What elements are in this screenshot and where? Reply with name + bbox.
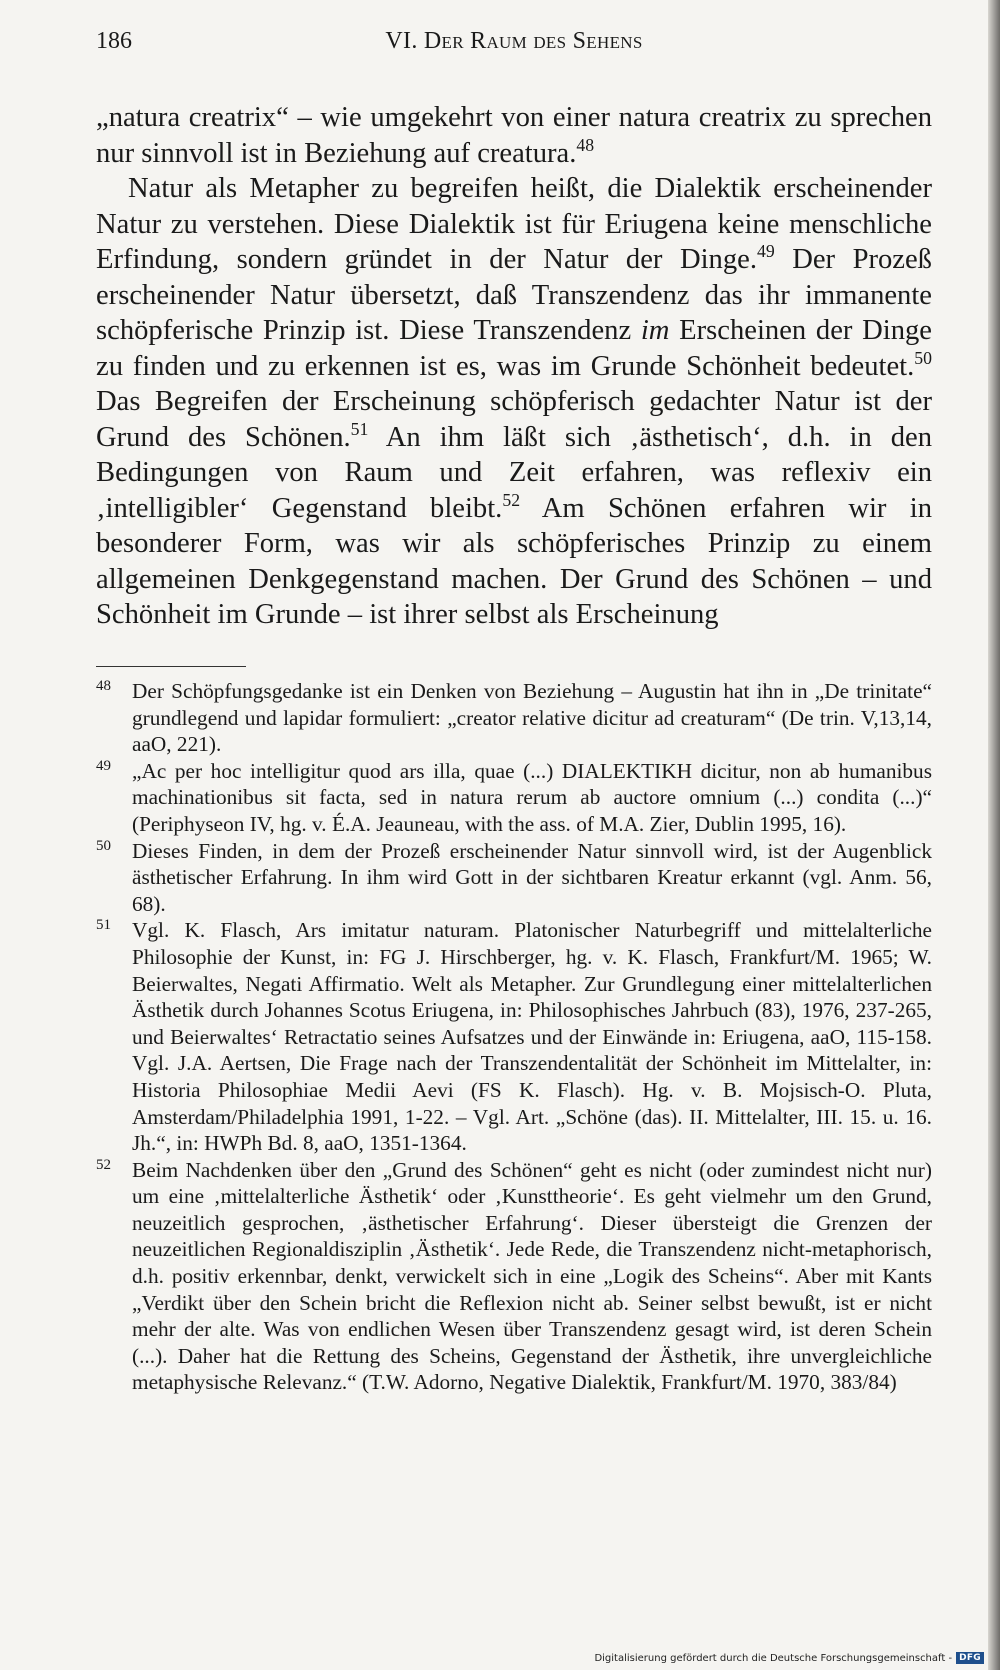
footnote-ref: 50 bbox=[914, 347, 932, 368]
digitization-footer bbox=[594, 1652, 984, 1664]
footnotes bbox=[96, 678, 932, 1396]
footnote bbox=[96, 1157, 932, 1396]
text-run: Am Schönen erfahren wir in besonderer Form, was wir als schöpferisches Prinzip zu einem allgemeinen Denkgegenstand machen. Der Grund des Schönen – und Schönheit im Grunde – ist ihrer selbst als Erscheinung bbox=[96, 492, 932, 630]
body-text bbox=[96, 100, 932, 633]
footnote-text: Der Schöpfungsgedanke ist ein Denken von Beziehung – Augustin hat ihn in „De trinitate“ grundlegend und lapidar formuliert: „creator relative dicitur ad creaturam“ (De trin. V,13,14, aaO, 221). bbox=[132, 679, 932, 757]
footnote-ref: 52 bbox=[502, 489, 521, 510]
paragraph bbox=[96, 171, 932, 633]
footnote-text: Vgl. K. Flasch, Ars imitatur naturam. Platonischer Naturbegriff und mittelalterliche Philosophie der Kunst, in: FG J. Hirschberger, hg. v. K. Flasch, Frankfurt/M. 1965; W. Beierwaltes, Negati Affirmatio. Welt als Metapher. Zur Grundlegung einer mittelalterlichen Ästhetik durch Johannes Scotus Eriugena, in: Philosophisches Jahrbuch (83), 1976, 237-265, und Beierwaltes‘ Retractatio seines Aufsatzes und der Einwände in: Eriugena, aaO, 115-158. Vgl. J.A. Aertsen, Die Frage nach der Transzendentalität der Schönheit im Mittelalter, in: Historia Philosophiae Medii Aevi (FS K. Flasch). Hg. v. B. Mojsisch-O. Pluta, Amsterdam/Philadelphia 1991, 1-22. – Vgl. Art. „Schöne (das). II. Mittelalter, III. 15. u. 16. Jh.“, in: HWPh Bd. 8, aaO, 1351-1364. bbox=[132, 918, 932, 1156]
footnote-text: „Ac per hoc intelligitur quod ars illa, quae (...) DIALEKTIKH dicitur, non ab humanibus machinationibus sit facta, sed in natura rerum ab auctore omnium (...) condita (...)“ (Periphyseon IV, hg. v. É.A. Jeauneau, with the ass. of M.A. Zier, Dublin 1995, 16). bbox=[132, 758, 932, 836]
paragraph bbox=[96, 100, 932, 171]
footnote-number: 50 bbox=[96, 837, 111, 854]
footnote bbox=[96, 678, 932, 758]
footnote-text: Dieses Finden, in dem der Prozeß erscheinender Natur sinnvoll wird, ist der Augenblick ästhetischer Erfahrung. In ihm wird Gott in der sichtbaren Kreatur erkannt (vgl. Anm. 56, 68). bbox=[132, 838, 932, 916]
text-run: Erscheinen der Dinge zu finden und zu erkennen ist es, was im Grunde Schönheit bedeutet. bbox=[96, 315, 932, 382]
dfg-logo: DFG bbox=[956, 1652, 984, 1664]
footnote bbox=[96, 758, 932, 838]
text-run: Das Begreifen der Erscheinung schöpferisch gedachter Natur ist der Grund des Schönen. bbox=[96, 386, 932, 453]
footer-text: Digitalisierung gefördert durch die Deutsche Forschungsgemeinschaft - bbox=[594, 1652, 953, 1664]
footnote-separator bbox=[96, 666, 246, 667]
text-run: Der Prozeß erscheinender Natur übersetzt, daß Transzendenz das ihr immanente schöpferische Prinzip ist. Diese Transzendenz bbox=[96, 244, 932, 346]
footnote-ref: 51 bbox=[350, 418, 369, 439]
footnote-number: 52 bbox=[96, 1156, 111, 1173]
footnote-text: Beim Nachdenken über den „Grund des Schönen“ geht es nicht (oder zumindest nicht nur) um eine ‚mittelalterliche Ästhetik‘ oder ‚Kunsttheorie‘. Es geht vielmehr um den Grund, neuzeitlich gesprochen, ‚ästhetischer Erfahrung‘. Dieser übersteigt die Grenzen der neuzeitlichen Regionaldisziplin ‚Ästhetik‘. Jede Rede, die Transzendenz nicht-metaphorisch, d.h. positiv erkennbar, denkt, verwickelt sich in eine „Logik des Scheins“. Aber mit Kants „Verdikt über den Schein bricht die Reflexion nicht ab. Seiner selbst bewußt, ist er nicht mehr der alte. Was von endlichen Wesen über Transzendenz gesagt wird, ist deren Schein (...). Daher hat die Rettung des Scheins, Gegenstand der Ästhetik, ihre unvergleichliche metaphysische Relevanz.“ (T.W. Adorno, Negative Dialektik, Frankfurt/M. 1970, 383/84) bbox=[132, 1157, 932, 1395]
footnote-ref: 48 bbox=[576, 134, 595, 155]
footnote-number: 48 bbox=[96, 678, 111, 694]
emphasis-text: im bbox=[640, 315, 670, 346]
footnote bbox=[96, 838, 932, 918]
footnote-ref: 49 bbox=[756, 241, 775, 262]
text-run: Natur als Metapher zu begreifen heißt, die Dialektik erscheinender Natur zu verstehen. Diese Dialektik ist für Eriugena keine menschliche Erfindung, sondern gründet in der Natur der Dinge. bbox=[96, 173, 932, 275]
footnote-number: 49 bbox=[96, 757, 111, 774]
text-run: „natura creatrix“ – wie umgekehrt von einer natura creatrix zu sprechen nur sinnvoll ist in Beziehung auf creatura. bbox=[96, 102, 932, 169]
page-header bbox=[96, 28, 932, 64]
page-edge-shadow bbox=[988, 0, 1000, 1670]
running-head: VI. Der Raum des Sehens bbox=[385, 28, 643, 54]
footnote bbox=[96, 917, 932, 1156]
footnote-number: 51 bbox=[96, 917, 111, 934]
text-run: An ihm läßt sich ‚ästhetisch‘, d.h. in den Bedingungen von Raum und Zeit erfahren, was reflexiv ein ‚intelligibler‘ Gegenstand bleibt. bbox=[96, 421, 932, 524]
page-number: 186 bbox=[96, 28, 132, 54]
